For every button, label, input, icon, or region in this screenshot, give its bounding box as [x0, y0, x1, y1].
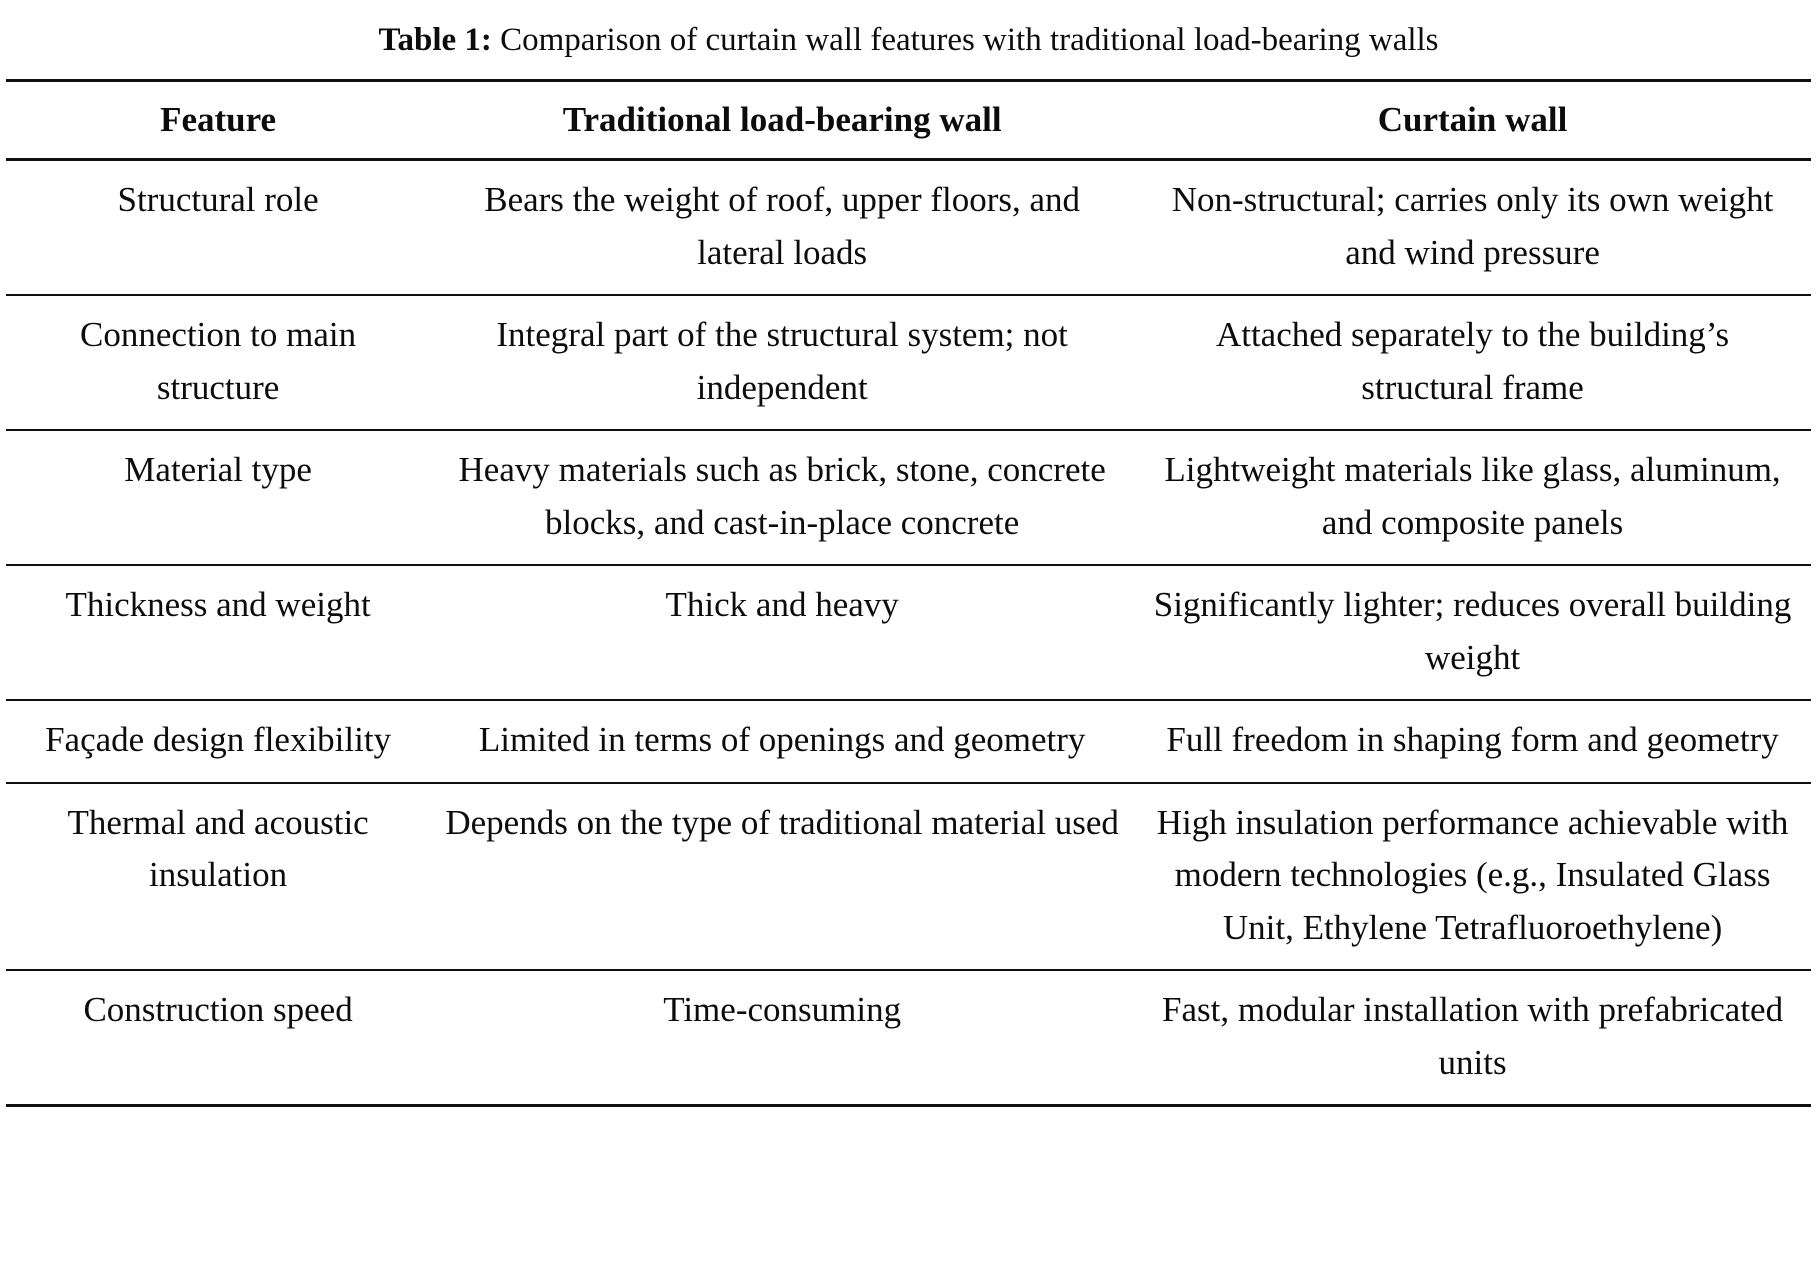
header-row	[6, 80, 1811, 160]
traditional-cell: Bears the weight of roof, upper floors, and lateral loads	[484, 180, 1081, 272]
table-row	[6, 160, 1811, 296]
feature-cell: Thickness and weight	[65, 585, 371, 625]
table-caption-text: Comparison of curtain wall features with traditional load-bearing walls	[491, 22, 1439, 58]
comparison-table	[6, 79, 1811, 1108]
curtain-cell: High insulation performance achievable with modern technologies (e.g., Insulated Glass Unit, Ethylene Tetrafluoroethylene)	[1156, 802, 1789, 947]
column-header-curtain: Curtain wall	[1377, 99, 1568, 139]
column-header-feature: Feature	[160, 99, 277, 139]
table-row	[6, 565, 1811, 700]
table-row	[6, 430, 1811, 565]
curtain-cell: Full freedom in shaping form and geometry	[1166, 720, 1779, 760]
table-caption	[6, 18, 1811, 63]
table-row	[6, 700, 1811, 783]
curtain-cell: Attached separately to the building’s structural frame	[1215, 315, 1730, 407]
table-row	[6, 295, 1811, 430]
feature-cell: Construction speed	[83, 990, 353, 1030]
traditional-cell: Thick and heavy	[665, 585, 899, 625]
feature-cell: Structural role	[117, 180, 319, 220]
curtain-cell: Fast, modular installation with prefabricated units	[1162, 990, 1784, 1082]
curtain-cell: Significantly lighter; reduces overall building weight	[1153, 585, 1792, 677]
feature-cell: Connection to main structure	[80, 315, 357, 407]
traditional-cell: Integral part of the structural system; not independent	[496, 315, 1068, 407]
feature-cell: Thermal and acoustic insulation	[67, 802, 369, 895]
feature-cell: Façade design flexibility	[45, 720, 392, 760]
table-row	[6, 783, 1811, 971]
traditional-cell: Limited in terms of openings and geometry	[478, 720, 1086, 760]
table-caption-label: Table 1:	[378, 22, 492, 58]
table-row	[6, 970, 1811, 1106]
traditional-cell: Time-consuming	[663, 990, 902, 1030]
feature-cell: Material type	[124, 450, 312, 490]
column-header-traditional: Traditional load-bearing wall	[562, 99, 1002, 139]
curtain-cell: Lightweight materials like glass, aluminum, and composite panels	[1164, 450, 1781, 542]
curtain-cell: Non-structural; carries only its own weight and wind pressure	[1171, 180, 1774, 272]
traditional-cell: Depends on the type of traditional material used	[445, 802, 1119, 842]
traditional-cell: Heavy materials such as brick, stone, concrete blocks, and cast-in-place concrete	[458, 450, 1106, 542]
